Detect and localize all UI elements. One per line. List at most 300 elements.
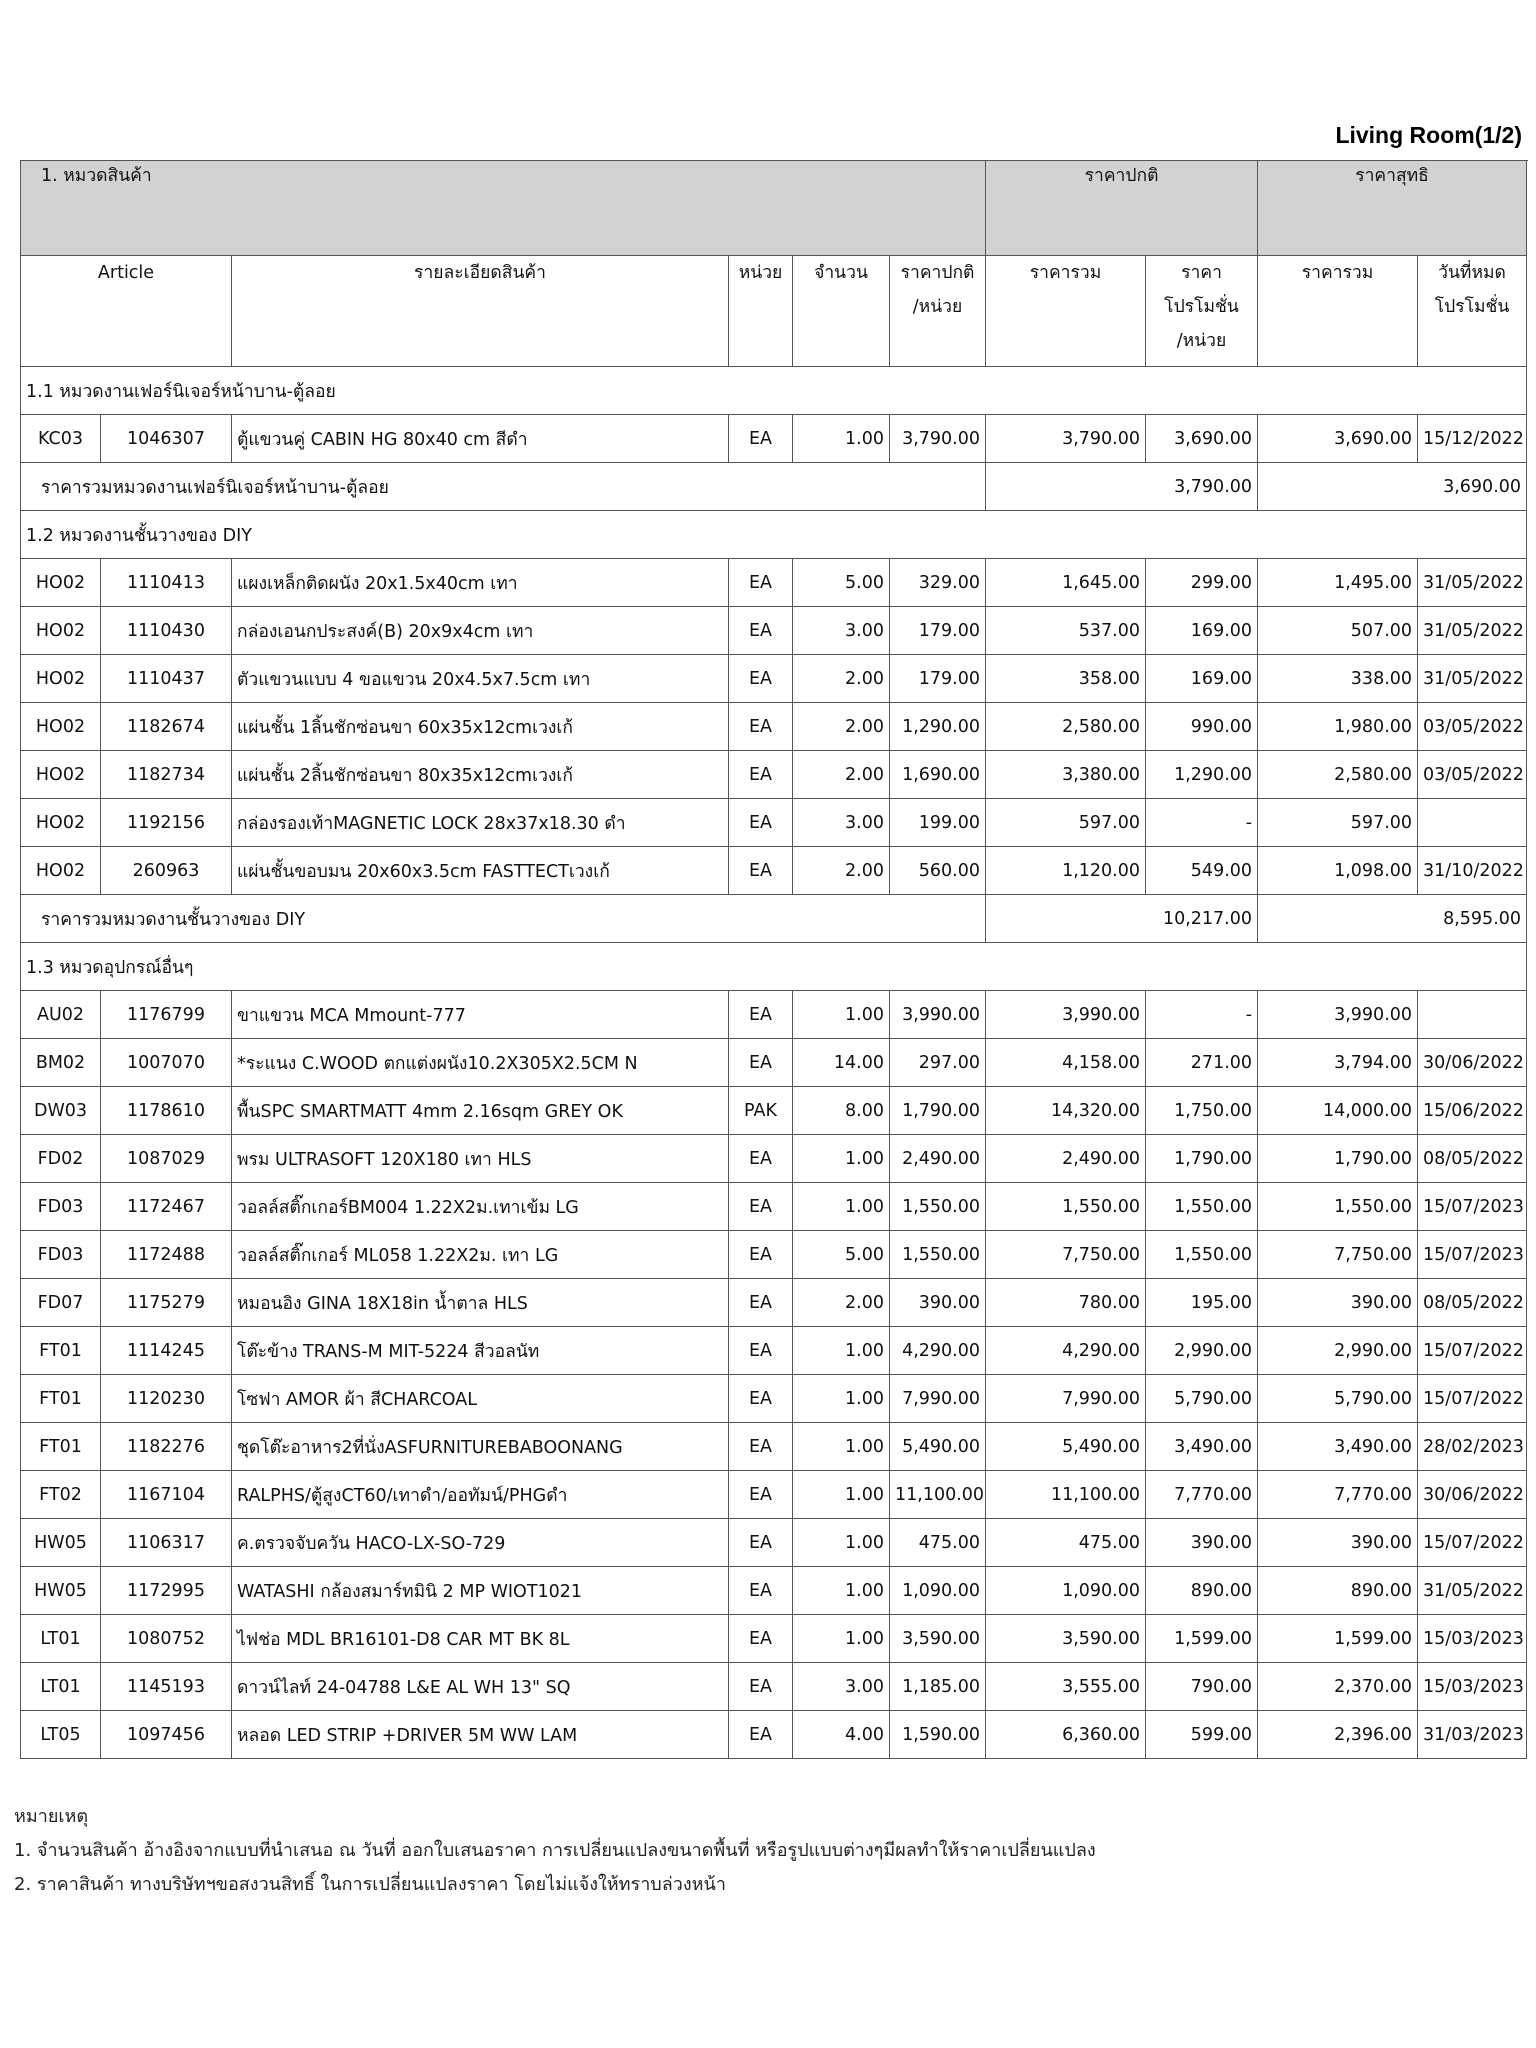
- item-description: ชุดโต๊ะอาหาร2ที่นั่งASFURNITUREBABOONANG: [232, 1423, 729, 1471]
- item-code: DW03: [21, 1087, 101, 1135]
- item-unit: EA: [729, 1039, 793, 1087]
- item-unit-price: 329.00: [890, 559, 986, 607]
- item-net-total: 597.00: [1258, 799, 1418, 847]
- item-qty: 4.00: [793, 1711, 890, 1759]
- item-promo-price: 1,550.00: [1146, 1231, 1258, 1279]
- item-unit: EA: [729, 1519, 793, 1567]
- item-description: ค.ตรวจจับควัน HACO-LX-SO-729: [232, 1519, 729, 1567]
- col-end-line2: โปรโมชั่น: [1434, 297, 1510, 317]
- table-row: [21, 1471, 1527, 1519]
- item-code: LT05: [21, 1711, 101, 1759]
- item-promo-price: 5,790.00: [1146, 1375, 1258, 1423]
- item-qty: 1.00: [793, 1615, 890, 1663]
- item-net-total: 1,790.00: [1258, 1135, 1418, 1183]
- item-qty: 2.00: [793, 847, 890, 895]
- item-qty: 8.00: [793, 1087, 890, 1135]
- item-description: ตู้แขวนคู่ CABIN HG 80x40 cm สีดำ: [232, 415, 729, 463]
- item-article: 1176799: [101, 991, 232, 1039]
- item-promo-price: 299.00: [1146, 559, 1258, 607]
- item-total: 3,590.00: [986, 1615, 1146, 1663]
- item-promo-price: -: [1146, 799, 1258, 847]
- item-unit-price: 179.00: [890, 607, 986, 655]
- header-columns-row: [21, 256, 1527, 367]
- item-unit-price: 179.00: [890, 655, 986, 703]
- item-article: 1172995: [101, 1567, 232, 1615]
- normal-price-header: ราคาปกติ: [986, 161, 1258, 256]
- table-row: [21, 1183, 1527, 1231]
- item-promo-end: 15/07/2022: [1418, 1519, 1527, 1567]
- item-qty: 1.00: [793, 1375, 890, 1423]
- item-unit-price: 1,590.00: [890, 1711, 986, 1759]
- item-qty: 5.00: [793, 559, 890, 607]
- quotation-table: [20, 160, 1527, 1759]
- item-qty: 1.00: [793, 1135, 890, 1183]
- item-promo-end: 15/07/2023: [1418, 1183, 1527, 1231]
- item-article: 1192156: [101, 799, 232, 847]
- table-row: [21, 1663, 1527, 1711]
- item-promo-end: 31/05/2022: [1418, 1567, 1527, 1615]
- header-group-row: [21, 161, 1527, 256]
- item-promo-price: 390.00: [1146, 1519, 1258, 1567]
- item-total: 475.00: [986, 1519, 1146, 1567]
- item-qty: 14.00: [793, 1039, 890, 1087]
- item-net-total: 2,396.00: [1258, 1711, 1418, 1759]
- item-article: 1145193: [101, 1663, 232, 1711]
- table-row: [21, 703, 1527, 751]
- subtotal-row: [21, 463, 1527, 511]
- item-promo-price: 549.00: [1146, 847, 1258, 895]
- item-unit-price: 199.00: [890, 799, 986, 847]
- col-description: รายละเอียดสินค้า: [232, 256, 729, 367]
- item-promo-end: 28/02/2023: [1418, 1423, 1527, 1471]
- item-description: หลอด LED STRIP +DRIVER 5M WW LAM: [232, 1711, 729, 1759]
- item-code: HO02: [21, 607, 101, 655]
- item-promo-price: 271.00: [1146, 1039, 1258, 1087]
- subtotal-normal: 3,790.00: [986, 463, 1258, 511]
- item-qty: 3.00: [793, 607, 890, 655]
- item-description: แผ่นชั้น 1ลิ้นชักซ่อนขา 60x35x12cmเวงเก้: [232, 703, 729, 751]
- item-article: 1097456: [101, 1711, 232, 1759]
- item-description: แผงเหล็กติดผนัง 20x1.5x40cm เทา: [232, 559, 729, 607]
- item-unit: EA: [729, 655, 793, 703]
- item-net-total: 14,000.00: [1258, 1087, 1418, 1135]
- item-description: พื้นSPC SMARTMATT 4mm 2.16sqm GREY OK: [232, 1087, 729, 1135]
- table-row: [21, 1231, 1527, 1279]
- item-unit: EA: [729, 847, 793, 895]
- item-net-total: 338.00: [1258, 655, 1418, 703]
- item-unit-price: 1,185.00: [890, 1663, 986, 1711]
- item-qty: 1.00: [793, 415, 890, 463]
- section-header-row: [21, 367, 1527, 415]
- item-promo-price: 790.00: [1146, 1663, 1258, 1711]
- item-unit-price: 1,550.00: [890, 1231, 986, 1279]
- item-qty: 1.00: [793, 1519, 890, 1567]
- table-row: [21, 1327, 1527, 1375]
- item-code: HO02: [21, 703, 101, 751]
- item-description: ขาแขวน MCA Mmount-777: [232, 991, 729, 1039]
- table-row: [21, 847, 1527, 895]
- item-promo-price: 169.00: [1146, 607, 1258, 655]
- item-description: พรม ULTRASOFT 120X180 เทา HLS: [232, 1135, 729, 1183]
- item-promo-price: 169.00: [1146, 655, 1258, 703]
- item-unit: EA: [729, 1567, 793, 1615]
- item-total: 780.00: [986, 1279, 1146, 1327]
- item-unit: EA: [729, 607, 793, 655]
- item-article: 1110430: [101, 607, 232, 655]
- item-qty: 1.00: [793, 1327, 890, 1375]
- item-article: 1178610: [101, 1087, 232, 1135]
- item-unit: EA: [729, 1135, 793, 1183]
- subtotal-normal: 10,217.00: [986, 895, 1258, 943]
- item-description: หมอนอิง GINA 18X18in น้ำตาล HLS: [232, 1279, 729, 1327]
- item-unit: EA: [729, 1375, 793, 1423]
- item-code: KC03: [21, 415, 101, 463]
- item-promo-end: 15/06/2022: [1418, 1087, 1527, 1135]
- net-price-header: ราคาสุทธิ: [1258, 161, 1527, 256]
- item-qty: 1.00: [793, 1183, 890, 1231]
- item-promo-price: 1,750.00: [1146, 1087, 1258, 1135]
- item-article: 1007070: [101, 1039, 232, 1087]
- subtotal-label: ราคารวมหมวดงานชั้นวางของ DIY: [21, 895, 986, 943]
- item-article: 1080752: [101, 1615, 232, 1663]
- item-unit-price: 1,690.00: [890, 751, 986, 799]
- item-article: 1172488: [101, 1231, 232, 1279]
- section-title: 1.1 หมวดงานเฟอร์นิเจอร์หน้าบาน-ตู้ลอย: [21, 367, 1527, 415]
- item-promo-end: 15/07/2022: [1418, 1375, 1527, 1423]
- item-article: 1046307: [101, 415, 232, 463]
- item-article: 1110413: [101, 559, 232, 607]
- item-article: 1182674: [101, 703, 232, 751]
- item-net-total: 2,990.00: [1258, 1327, 1418, 1375]
- item-description: ตัวแขวนแบบ 4 ขอแขวน 20x4.5x7.5cm เทา: [232, 655, 729, 703]
- item-unit-price: 3,990.00: [890, 991, 986, 1039]
- item-total: 1,090.00: [986, 1567, 1146, 1615]
- item-unit-price: 3,790.00: [890, 415, 986, 463]
- item-description: ไฟช่อ MDL BR16101-D8 CAR MT BK 8L: [232, 1615, 729, 1663]
- item-unit-price: 7,990.00: [890, 1375, 986, 1423]
- item-promo-end: 03/05/2022: [1418, 751, 1527, 799]
- item-article: 1087029: [101, 1135, 232, 1183]
- item-promo-end: 31/05/2022: [1418, 559, 1527, 607]
- item-code: HO02: [21, 751, 101, 799]
- item-code: HW05: [21, 1519, 101, 1567]
- page-label: Living Room(1/2): [1335, 122, 1522, 148]
- item-net-total: 5,790.00: [1258, 1375, 1418, 1423]
- item-promo-end: 08/05/2022: [1418, 1135, 1527, 1183]
- item-promo-end: 15/03/2023: [1418, 1663, 1527, 1711]
- item-article: 1172467: [101, 1183, 232, 1231]
- item-promo-price: 1,290.00: [1146, 751, 1258, 799]
- item-code: HO02: [21, 655, 101, 703]
- item-promo-end: 08/05/2022: [1418, 1279, 1527, 1327]
- item-qty: 1.00: [793, 1423, 890, 1471]
- item-description: วอลล์สติ๊กเกอร์ ML058 1.22X2ม. เทา LG: [232, 1231, 729, 1279]
- subtotal-net: 3,690.00: [1258, 463, 1527, 511]
- item-qty: 2.00: [793, 1279, 890, 1327]
- item-total: 2,490.00: [986, 1135, 1146, 1183]
- item-promo-end: 31/05/2022: [1418, 655, 1527, 703]
- col-promo-line2: โปรโมชั่น: [1164, 297, 1239, 317]
- item-code: FT01: [21, 1327, 101, 1375]
- item-description: กล่องเอนกประสงค์(B) 20x9x4cm เทา: [232, 607, 729, 655]
- item-total: 14,320.00: [986, 1087, 1146, 1135]
- table-row: [21, 1279, 1527, 1327]
- notes: [14, 1800, 1096, 1902]
- item-unit: EA: [729, 799, 793, 847]
- item-article: 1114245: [101, 1327, 232, 1375]
- item-promo-end: 31/10/2022: [1418, 847, 1527, 895]
- category-header: 1. หมวดสินค้า: [21, 161, 986, 256]
- item-unit: EA: [729, 751, 793, 799]
- col-unit-price: [890, 256, 986, 367]
- item-unit: EA: [729, 1711, 793, 1759]
- item-article: 1175279: [101, 1279, 232, 1327]
- item-net-total: 7,770.00: [1258, 1471, 1418, 1519]
- item-total: 1,120.00: [986, 847, 1146, 895]
- item-net-total: 390.00: [1258, 1519, 1418, 1567]
- item-total: 3,990.00: [986, 991, 1146, 1039]
- item-unit-price: 390.00: [890, 1279, 986, 1327]
- item-net-total: 890.00: [1258, 1567, 1418, 1615]
- item-unit-price: 1,550.00: [890, 1183, 986, 1231]
- item-total: 3,380.00: [986, 751, 1146, 799]
- item-unit-price: 5,490.00: [890, 1423, 986, 1471]
- table-row: [21, 1375, 1527, 1423]
- item-net-total: 3,794.00: [1258, 1039, 1418, 1087]
- item-unit: EA: [729, 1327, 793, 1375]
- item-code: FD03: [21, 1231, 101, 1279]
- table-row: [21, 1039, 1527, 1087]
- item-promo-price: 195.00: [1146, 1279, 1258, 1327]
- table-row: [21, 1519, 1527, 1567]
- item-total: 3,790.00: [986, 415, 1146, 463]
- item-promo-end: 15/03/2023: [1418, 1615, 1527, 1663]
- item-article: 1120230: [101, 1375, 232, 1423]
- item-total: 5,490.00: [986, 1423, 1146, 1471]
- item-promo-end: 30/06/2022: [1418, 1471, 1527, 1519]
- table-row: [21, 559, 1527, 607]
- item-code: FT02: [21, 1471, 101, 1519]
- item-net-total: 1,980.00: [1258, 703, 1418, 751]
- item-qty: 3.00: [793, 799, 890, 847]
- item-article: 1110437: [101, 655, 232, 703]
- col-total: ราคารวม: [986, 256, 1146, 367]
- item-code: HO02: [21, 799, 101, 847]
- item-promo-price: 990.00: [1146, 703, 1258, 751]
- item-code: HO02: [21, 559, 101, 607]
- col-promo-line3: /หน่วย: [1176, 331, 1227, 351]
- item-promo-price: 1,790.00: [1146, 1135, 1258, 1183]
- section-header-row: [21, 511, 1527, 559]
- item-total: 1,550.00: [986, 1183, 1146, 1231]
- notes-line-2: 2. ราคาสินค้า ทางบริษัทฯขอสงวนสิทธิ์ ในการเปลี่ยนแปลงราคา โดยไม่แจ้งให้ทราบล่วงหน้า: [14, 1874, 726, 1895]
- item-code: HW05: [21, 1567, 101, 1615]
- item-unit: EA: [729, 991, 793, 1039]
- item-unit: EA: [729, 415, 793, 463]
- item-unit: EA: [729, 1279, 793, 1327]
- item-unit: EA: [729, 1663, 793, 1711]
- item-article: 260963: [101, 847, 232, 895]
- item-article: 1106317: [101, 1519, 232, 1567]
- item-total: 537.00: [986, 607, 1146, 655]
- item-unit-price: 475.00: [890, 1519, 986, 1567]
- item-code: LT01: [21, 1663, 101, 1711]
- item-promo-price: 2,990.00: [1146, 1327, 1258, 1375]
- item-code: FT01: [21, 1375, 101, 1423]
- item-qty: 1.00: [793, 991, 890, 1039]
- item-qty: 2.00: [793, 655, 890, 703]
- item-unit-price: 4,290.00: [890, 1327, 986, 1375]
- col-article: Article: [21, 256, 232, 367]
- item-promo-end: 15/12/2022: [1418, 415, 1527, 463]
- item-total: 7,990.00: [986, 1375, 1146, 1423]
- subtotal-label: ราคารวมหมวดงานเฟอร์นิเจอร์หน้าบาน-ตู้ลอย: [21, 463, 986, 511]
- item-promo-end: 15/07/2022: [1418, 1327, 1527, 1375]
- item-unit-price: 1,290.00: [890, 703, 986, 751]
- item-qty: 5.00: [793, 1231, 890, 1279]
- item-total: 1,645.00: [986, 559, 1146, 607]
- item-qty: 3.00: [793, 1663, 890, 1711]
- item-promo-end: 03/05/2022: [1418, 703, 1527, 751]
- table-row: [21, 1135, 1527, 1183]
- item-net-total: 3,690.00: [1258, 415, 1418, 463]
- col-unit-price-line2: /หน่วย: [912, 297, 963, 317]
- item-description: แผ่นชั้นขอบมน 20x60x3.5cm FASTTECTเวงเก้: [232, 847, 729, 895]
- item-net-total: 2,370.00: [1258, 1663, 1418, 1711]
- item-promo-price: 890.00: [1146, 1567, 1258, 1615]
- col-qty: จำนวน: [793, 256, 890, 367]
- item-promo-end: 30/06/2022: [1418, 1039, 1527, 1087]
- item-description: วอลล์สติ๊กเกอร์BM004 1.22X2ม.เทาเข้ม LG: [232, 1183, 729, 1231]
- item-net-total: 1,550.00: [1258, 1183, 1418, 1231]
- item-unit: EA: [729, 559, 793, 607]
- notes-line-1: 1. จำนวนสินค้า อ้างอิงจากแบบที่นำเสนอ ณ วันที่ ออกใบเสนอราคา การเปลี่ยนแปลงขนาดพื้นที่ หรือรูปแบบต่างๆมีผลทำให้ราคาเปลี่ยนแปลง: [14, 1840, 1096, 1861]
- item-qty: 1.00: [793, 1567, 890, 1615]
- item-description: *ระแนง C.WOOD ตกแต่งผนัง10.2X305X2.5CM N: [232, 1039, 729, 1087]
- col-promo-line1: ราคา: [1181, 263, 1222, 283]
- item-promo-price: 3,490.00: [1146, 1423, 1258, 1471]
- item-net-total: 1,495.00: [1258, 559, 1418, 607]
- item-net-total: 1,599.00: [1258, 1615, 1418, 1663]
- item-promo-end: 15/07/2023: [1418, 1231, 1527, 1279]
- item-total: 7,750.00: [986, 1231, 1146, 1279]
- item-net-total: 390.00: [1258, 1279, 1418, 1327]
- item-total: 4,158.00: [986, 1039, 1146, 1087]
- item-description: โต๊ะข้าง TRANS-M MIT-5224 สีวอลนัท: [232, 1327, 729, 1375]
- item-description: โซฟา AMOR ผ้า สีCHARCOAL: [232, 1375, 729, 1423]
- item-promo-end: 31/05/2022: [1418, 607, 1527, 655]
- item-promo-end: [1418, 991, 1527, 1039]
- item-total: 6,360.00: [986, 1711, 1146, 1759]
- item-net-total: 3,990.00: [1258, 991, 1418, 1039]
- item-promo-price: 1,599.00: [1146, 1615, 1258, 1663]
- item-unit-price: 297.00: [890, 1039, 986, 1087]
- item-promo-price: -: [1146, 991, 1258, 1039]
- item-unit: EA: [729, 703, 793, 751]
- col-net-total: ราคารวม: [1258, 256, 1418, 367]
- item-article: 1182276: [101, 1423, 232, 1471]
- table-row: [21, 1423, 1527, 1471]
- item-total: 3,555.00: [986, 1663, 1146, 1711]
- item-description: กล่องรองเท้าMAGNETIC LOCK 28x37x18.30 ดำ: [232, 799, 729, 847]
- table-row: [21, 751, 1527, 799]
- item-article: 1182734: [101, 751, 232, 799]
- col-unit-price-line1: ราคาปกติ: [900, 263, 975, 283]
- item-unit: EA: [729, 1183, 793, 1231]
- item-total: 4,290.00: [986, 1327, 1146, 1375]
- item-total: 11,100.00: [986, 1471, 1146, 1519]
- item-code: FD07: [21, 1279, 101, 1327]
- table-row: [21, 799, 1527, 847]
- table-row: [21, 1711, 1527, 1759]
- table-row: [21, 1087, 1527, 1135]
- notes-title: หมายเหตุ: [14, 1806, 89, 1827]
- item-unit-price: 11,100.00: [890, 1471, 986, 1519]
- item-code: LT01: [21, 1615, 101, 1663]
- item-net-total: 507.00: [1258, 607, 1418, 655]
- col-unit: หน่วย: [729, 256, 793, 367]
- item-code: HO02: [21, 847, 101, 895]
- item-unit: EA: [729, 1471, 793, 1519]
- col-end-line1: วันที่หมด: [1438, 263, 1506, 283]
- item-code: BM02: [21, 1039, 101, 1087]
- item-description: ดาวน์ไลท์ 24-04788 L&E AL WH 13" SQ: [232, 1663, 729, 1711]
- item-qty: 2.00: [793, 751, 890, 799]
- item-article: 1167104: [101, 1471, 232, 1519]
- table-row: [21, 655, 1527, 703]
- table-row: [21, 991, 1527, 1039]
- item-unit-price: 1,090.00: [890, 1567, 986, 1615]
- item-unit: EA: [729, 1423, 793, 1471]
- item-total: 358.00: [986, 655, 1146, 703]
- item-code: AU02: [21, 991, 101, 1039]
- item-total: 2,580.00: [986, 703, 1146, 751]
- item-promo-end: 31/03/2023: [1418, 1711, 1527, 1759]
- section-title: 1.3 หมวดอุปกรณ์อื่นๆ: [21, 943, 1527, 991]
- item-code: FD03: [21, 1183, 101, 1231]
- item-promo-price: 1,550.00: [1146, 1183, 1258, 1231]
- col-promo-price: [1146, 256, 1258, 367]
- section-header-row: [21, 943, 1527, 991]
- item-unit: EA: [729, 1231, 793, 1279]
- item-promo-price: 7,770.00: [1146, 1471, 1258, 1519]
- item-promo-end: [1418, 799, 1527, 847]
- item-unit-price: 1,790.00: [890, 1087, 986, 1135]
- subtotal-row: [21, 895, 1527, 943]
- table-row: [21, 607, 1527, 655]
- item-qty: 1.00: [793, 1471, 890, 1519]
- item-code: FT01: [21, 1423, 101, 1471]
- item-net-total: 1,098.00: [1258, 847, 1418, 895]
- item-description: แผ่นชั้น 2ลิ้นชักซ่อนขา 80x35x12cmเวงเก้: [232, 751, 729, 799]
- item-total: 597.00: [986, 799, 1146, 847]
- table-row: [21, 1615, 1527, 1663]
- item-unit: EA: [729, 1615, 793, 1663]
- item-unit-price: 560.00: [890, 847, 986, 895]
- item-promo-price: 3,690.00: [1146, 415, 1258, 463]
- item-net-total: 3,490.00: [1258, 1423, 1418, 1471]
- item-description: WATASHI กล้องสมาร์ทมินิ 2 MP WIOT1021: [232, 1567, 729, 1615]
- section-title: 1.2 หมวดงานชั้นวางของ DIY: [21, 511, 1527, 559]
- item-unit: PAK: [729, 1087, 793, 1135]
- table-row: [21, 415, 1527, 463]
- col-promo-end: [1418, 256, 1527, 367]
- item-code: FD02: [21, 1135, 101, 1183]
- item-unit-price: 2,490.00: [890, 1135, 986, 1183]
- item-description: RALPHS/ตู้สูงCT60/เทาดำ/ออทัมน์/PHGดำ: [232, 1471, 729, 1519]
- item-qty: 2.00: [793, 703, 890, 751]
- item-net-total: 2,580.00: [1258, 751, 1418, 799]
